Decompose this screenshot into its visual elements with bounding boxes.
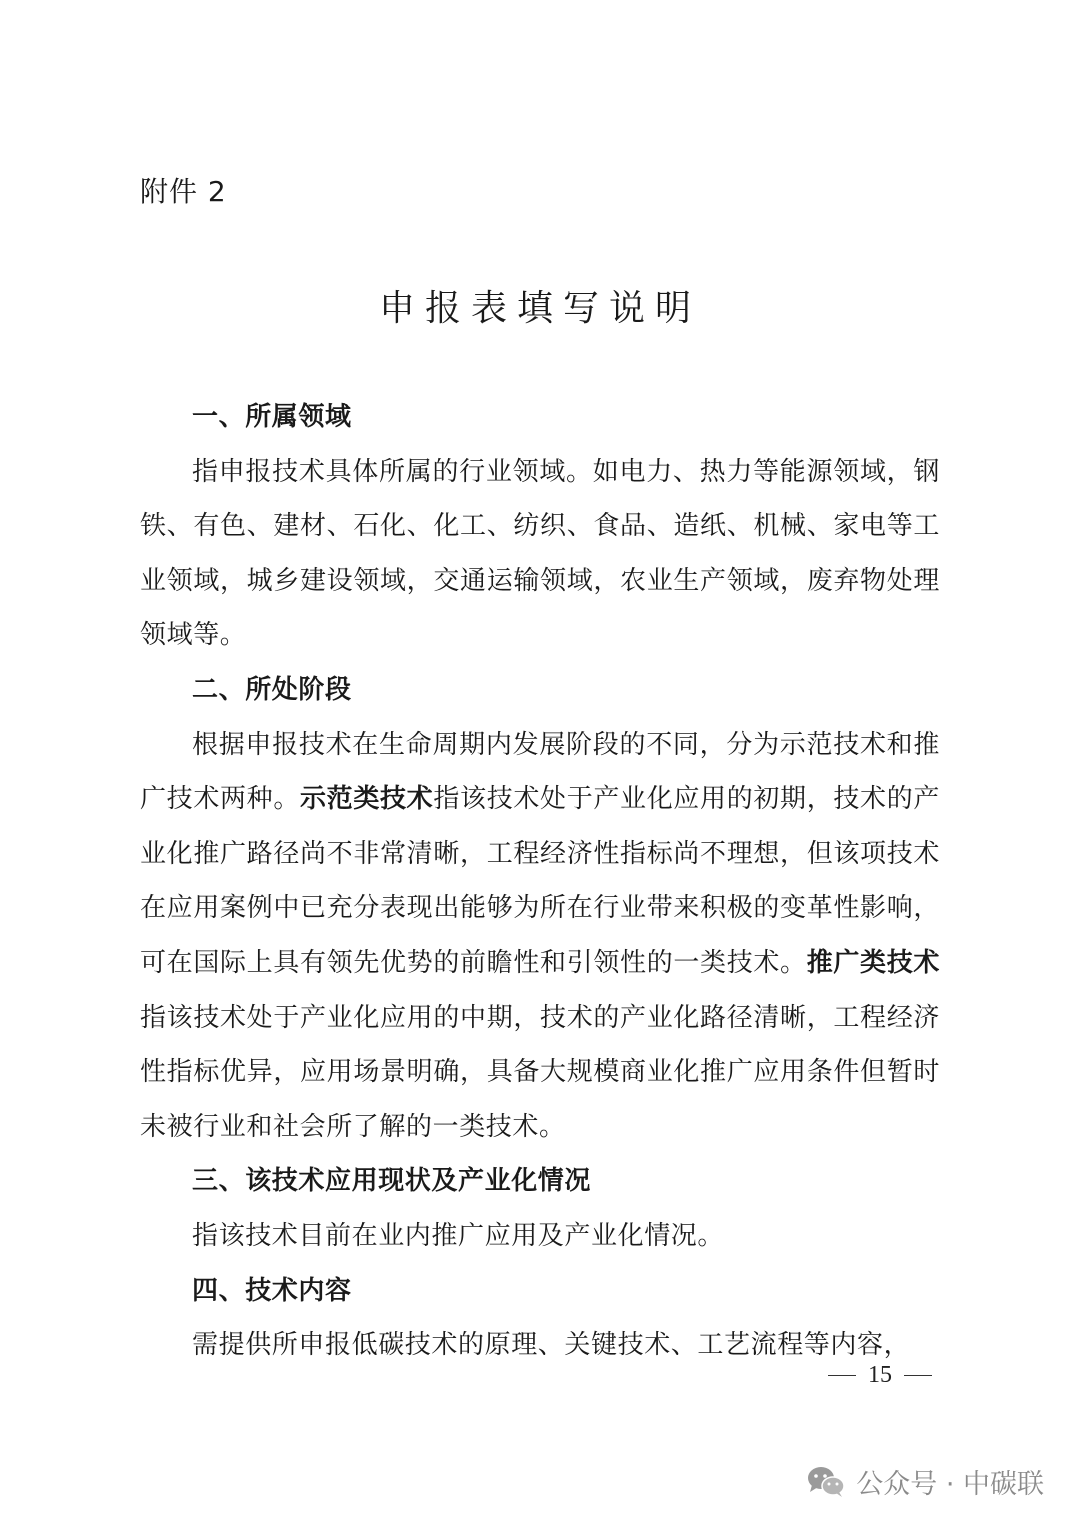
document-body <box>140 390 940 1373</box>
section-heading-content: 四、技术内容 <box>192 1275 352 1306</box>
section-text-stage <box>140 718 940 1155</box>
section-heading-stage: 二、所处阶段 <box>192 674 352 705</box>
page-number <box>800 1362 960 1389</box>
page-number-value: 15 <box>868 1362 892 1388</box>
demo-tech-description: 指该技术处于产业化应用的初期，技术的产业化推广路径尚不非常清晰，工程经济性指标尚不理想，但该项技术在应用案例中已充分表现出能够为所在行业带来积极的变革性影响，可在国际上具有领先优势的前瞻性和引领性的一类技术。 <box>140 784 940 978</box>
section-text-domain: 指申报技术具体所属的行业领域。如电力、热力等能源领域，钢铁、有色、建材、石化、化工、纺织、食品、造纸、机械、家电等工业领域，城乡建设领域，交通运输领域，农业生产领域，废弃物处理领域等。 <box>140 456 940 651</box>
promo-tech-description: 指该技术处于产业化应用的中期，技术的产业化路径清晰，工程经济性指标优异，应用场景明确，具备大规模商业化推广应用条件但暂时未被行业和社会所了解的一类技术。 <box>140 1002 940 1142</box>
page-title: 申报表填写说明 <box>378 288 701 329</box>
page-number-dash-left <box>828 1375 856 1376</box>
watermark <box>806 1462 1044 1501</box>
page-number-dash-right <box>904 1375 932 1376</box>
wechat-icon <box>806 1465 846 1499</box>
section-text-status: 指该技术目前在业内推广应用及产业化情况。 <box>192 1220 725 1251</box>
section-text-content: 需提供所申报低碳技术的原理、关键技术、工艺流程等内容， <box>192 1330 911 1361</box>
stage-intro-text: 根据申报技术在生命周期内发展阶段的不同，分为示范技术和推广技术两种。 <box>140 729 940 815</box>
section-heading-status: 三、该技术应用现状及产业化情况 <box>192 1166 592 1197</box>
section-heading-domain: 一、所属领域 <box>192 402 352 432</box>
term-demo-tech: 示范类技术 <box>300 784 434 815</box>
attachment-label: 附件 2 <box>140 175 227 208</box>
watermark-text: 公众号 · 中碳联 <box>856 1469 1044 1500</box>
term-promo-tech: 推广类技术 <box>806 947 940 978</box>
